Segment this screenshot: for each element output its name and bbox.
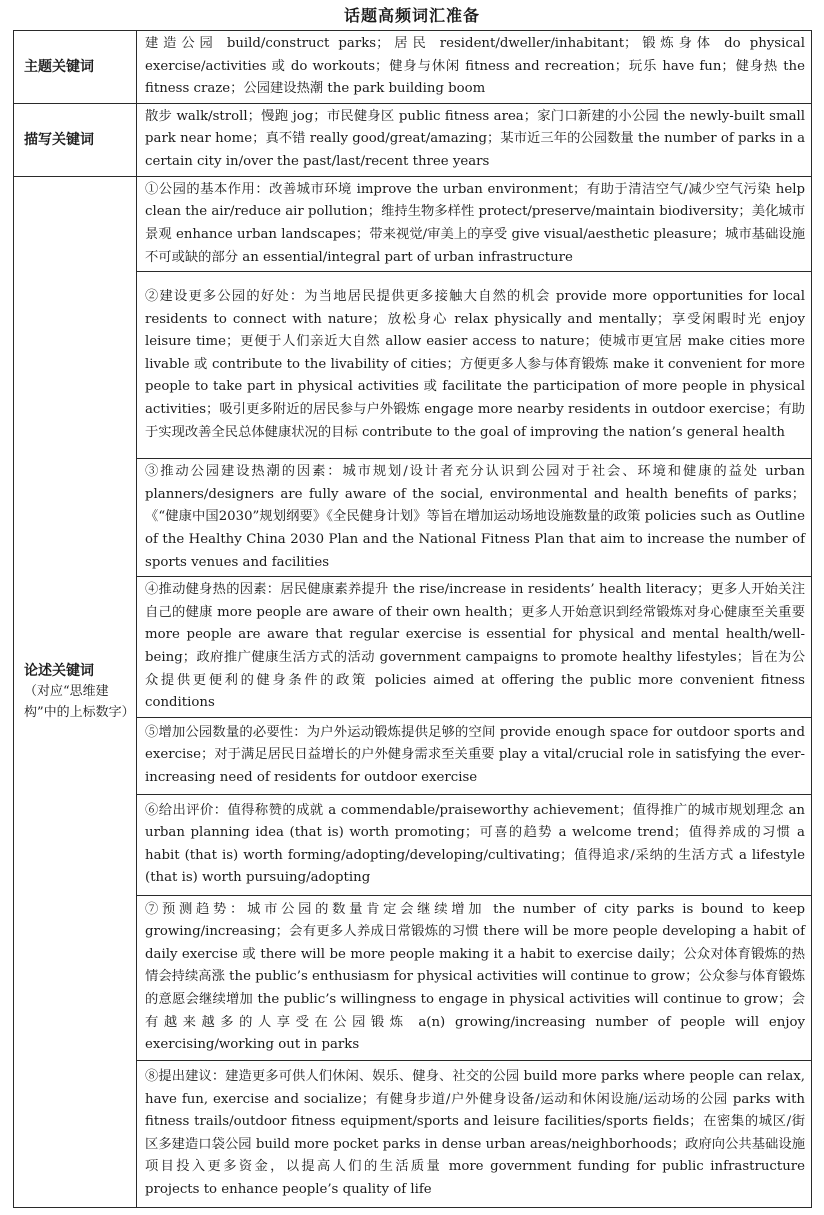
argument-item-3: ③推动公园建设热潮的因素：城市规划/设计者充分认识到公园对于社会、环境和健康的益处 urban planners/designers are fully aware of the social, environmental and health benefits of parks；《“健康中国2030”规划纲要》《全民健身计划》等旨在增加运动场地设施数量的政策 policies such as Outline of the Healthy China 2030 Plan and the National Fitness Plan that aim to increase the number of sports venues and facilities	[137, 459, 812, 577]
argument-keywords-label-cell	[14, 176, 137, 1207]
argument-item-8: ⑧提出建议：建造更多可供人们休闲、娱乐、健身、社交的公园 build more parks where people can relax, have fun, exercise and socialize；有健身步道/户外健身设备/运动和休闲设施/运动场的公园 parks with fitness trails/outdoor fitness equipment/sports and leisure facilities/sports fields；在密集的城区/街区多建造口袋公园 build more pocket parks in dense urban areas/neighborhoods；政府向公共基础设施项目投入更多资金，以提高人们的生活质量 more government funding for public infrastructure projects to enhance people’s quality of life	[137, 1060, 812, 1207]
description-keywords-label: 描写关键词	[14, 103, 137, 176]
argument-item-5: ⑤增加公园数量的必要性：为户外运动锻炼提供足够的空间 provide enough space for outdoor sports and exercise；对于满足居民日益增长的户外健身需求至关重要 play a vital/crucial role in satisfying the ever-increasing need of residents for outdoor exercise	[137, 717, 812, 794]
theme-keywords-label: 主题关键词	[14, 31, 137, 104]
description-keywords-row	[14, 103, 812, 176]
argument-keywords-row	[14, 176, 812, 271]
page-title: 话题高频词汇准备	[343, 6, 480, 25]
argument-item-1: ①公园的基本作用：改善城市环境 improve the urban environment；有助于清洁空气/减少空气污染 help clean the air/reduce air pollution；维持生物多样性 protect/preserve/maintain biodiversity；美化城市景观 enhance urban landscapes；带来视觉/审美上的享受 give visual/aesthetic pleasure；城市基础设施不可或缺的部分 an essential/integral part of urban infrastructure	[137, 176, 812, 271]
argument-item-7: ⑦预测趋势：城市公园的数量肯定会继续增加 the number of city parks is bound to keep growing/increasing；会有更多人养成日常锻炼的习惯 there will be more people developing a habit of daily exercise 或 there will be more people making it a habit to exercise daily；公众对体育锻炼的热情会持续高涨 the public’s enthusiasm for physical activities will continue to grow；公众参与体育锻炼的意愿会继续增加 the public’s willingness to engage in physical activities will continue to grow；会有越来越多的人享受在公园锻炼 a(n) growing/increasing number of people will enjoy exercising/working out in parks	[137, 895, 812, 1060]
theme-keywords-content: 建造公园 build/construct parks；居民 resident/dweller/inhabitant；锻炼身体 do physical exercise/activities 或 do workouts；健身与休闲 fitness and recreation；玩乐 have fun；健身热 the fitness craze；公园建设热潮 the park building boom	[137, 31, 812, 104]
argument-item-4: ④推动健身热的因素：居民健康素养提升 the rise/increase in residents’ health literacy；更多人开始关注自己的健康 more people are aware of their own health；更多人开始意识到经常锻炼对身心健康至关重要 more people are aware that regular exercise is essential for physical and mental health/well-being；政府推广健康生活方式的活动 government campaigns to promote healthy lifestyles；旨在为公众提供更便利的健身条件的政策 policies aimed at offering the public more convenient fitness conditions	[137, 577, 812, 718]
description-keywords-content: 散步 walk/stroll；慢跑 jog；市民健身区 public fitness area；家门口新建的小公园 the newly-built small park near home；真不错 really good/great/amazing；某市近三年的公园数量 the number of parks in a certain city in/over the past/last/recent three years	[137, 103, 812, 176]
theme-keywords-row	[14, 31, 812, 104]
argument-keywords-label: 论述关键词	[24, 662, 94, 679]
argument-item-6: ⑥给出评价：值得称赞的成就 a commendable/praiseworthy achievement；值得推广的城市规划理念 an urban planning idea (that is) worth promoting；可喜的趋势 a welcome trend；值得养成的习惯 a habit (that is) worth forming/adopting/developing/cultivating；值得追求/采纳的生活方式 a lifestyle (that is) worth pursuing/adopting	[137, 794, 812, 895]
argument-item-2: ②建设更多公园的好处：为当地居民提供更多接触大自然的机会 provide more opportunities for local residents to connect with nature；放松身心 relax physically and mentally；享受闲暇时光 enjoy leisure time；更便于人们亲近大自然 allow easier access to nature；使城市更宜居 make cities more livable 或 contribute to the livability of cities；方便更多人参与体育锻炼 make it convenient for more people to take part in physical activities 或 facilitate the participation of more people in physical activities；吸引更多附近的居民参与户外锻炼 engage more nearby residents in outdoor exercise；有助于实现改善全民总体健康状况的目标 contribute to the goal of improving the nation’s general health	[137, 272, 812, 459]
vocabulary-table	[13, 30, 812, 1208]
argument-keywords-note: （对应“思维建构”中的上标数字）	[24, 683, 135, 720]
